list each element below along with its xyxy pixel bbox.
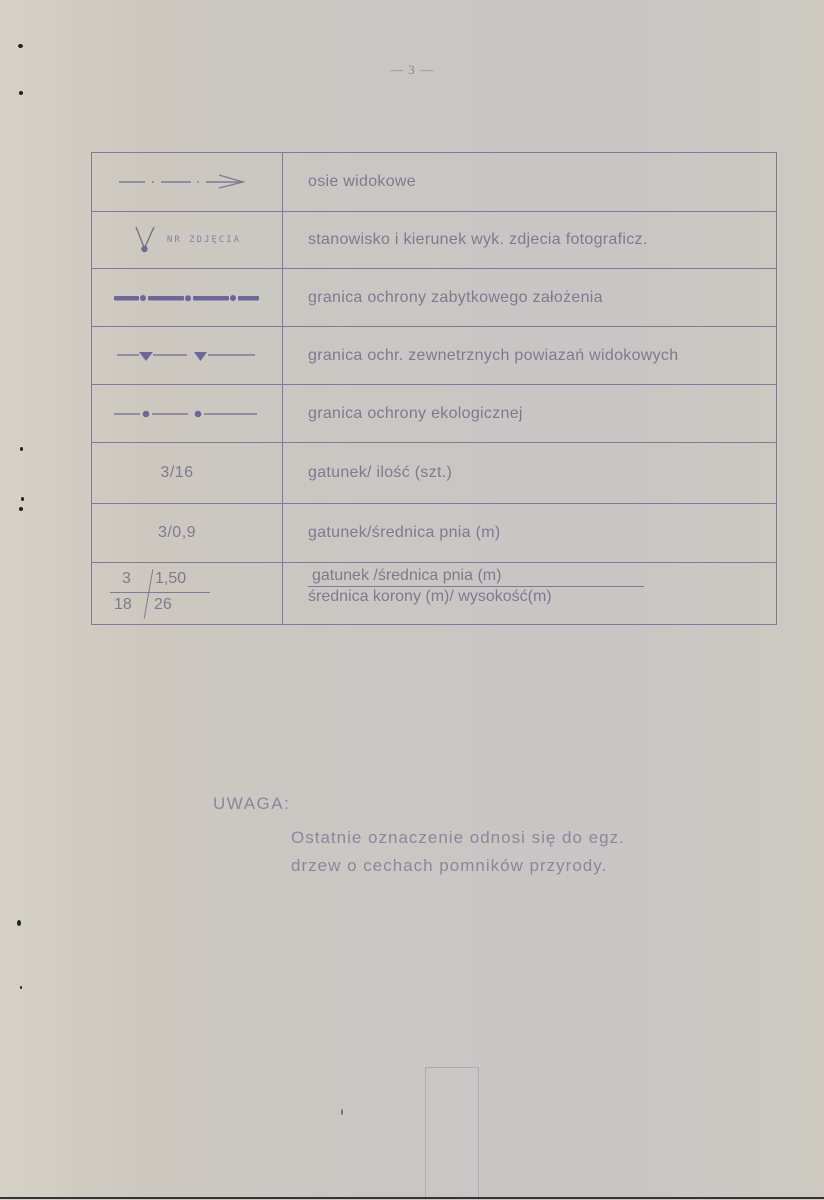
view-axis-arrow-icon	[117, 174, 257, 190]
legend-symbol-cell	[92, 563, 283, 624]
scan-speck	[19, 91, 23, 95]
scan-speck	[21, 497, 24, 501]
note-heading: UWAGA:	[213, 794, 291, 813]
legend-row	[92, 212, 776, 269]
note-line-2: drzew o cechach pomników przyrody.	[291, 856, 608, 875]
legend-row	[92, 153, 776, 212]
legend-fraction-description	[308, 567, 644, 606]
scan-speck	[17, 920, 21, 926]
scan-speck	[20, 986, 22, 989]
legend-row	[92, 563, 776, 624]
legend-description: granica ochrony ekologicznej	[308, 404, 523, 422]
species-trunk-code: 3/0,9	[157, 524, 197, 541]
legend-symbol-cell	[92, 504, 283, 562]
legend-row	[92, 269, 776, 327]
ecological-boundary-icon	[112, 408, 262, 420]
legend-symbol-cell	[92, 443, 283, 503]
legend-description-top: gatunek /średnica pnia (m)	[312, 567, 502, 584]
photo-station-icon	[133, 225, 157, 255]
legend-description: granica ochrony zabytkowego założenia	[308, 288, 603, 306]
legend-description: gatunek/ ilość (szt.)	[308, 464, 453, 481]
scan-speck	[18, 44, 23, 48]
species-count-code: 3/16	[160, 464, 194, 481]
page-number: — 3 —	[390, 62, 434, 77]
fraction-slash	[144, 569, 154, 618]
legend-description: gatunek/średnica pnia (m)	[308, 524, 501, 541]
legend-description: stanowisko i kierunek wyk. zdjecia fotograficz.	[308, 231, 648, 248]
scan-speck	[19, 507, 23, 511]
legend-row	[92, 443, 776, 504]
legend-symbol-cell	[92, 269, 283, 326]
legend-symbol-cell	[92, 327, 283, 384]
monument-tree-fraction	[92, 565, 202, 623]
description-divider	[308, 586, 644, 587]
legend-row	[92, 327, 776, 385]
fraction-bottom-right: 26	[154, 595, 172, 613]
faint-overlay-mark	[425, 1067, 479, 1200]
scan-speck	[341, 1109, 343, 1115]
legend-row	[92, 385, 776, 443]
legend-symbol-cell	[92, 153, 283, 211]
fraction-top-left: 3	[122, 569, 131, 587]
fraction-bottom-left: 18	[114, 595, 132, 613]
legend-description: osie widokowe	[308, 173, 416, 190]
legend-symbol-cell	[92, 212, 283, 268]
legend-row	[92, 504, 776, 563]
legend-symbol-cell	[92, 385, 283, 442]
scan-speck	[20, 447, 23, 451]
note-line-1: Ostatnie oznaczenie odnosi się do egz.	[291, 828, 625, 847]
note-text	[291, 824, 625, 880]
legend-description: granica ochr. zewnetrznych powiazań widokowych	[308, 346, 679, 364]
heritage-boundary-line-icon	[112, 292, 262, 304]
view-relations-boundary-icon	[115, 349, 260, 363]
legend-description-bottom: średnica korony (m)/ wysokość(m)	[308, 588, 552, 605]
legend-table	[91, 152, 777, 625]
photo-number-label: NR ZDJĘCIA	[166, 235, 242, 245]
fraction-line	[110, 592, 210, 593]
fraction-top-right: 1,50	[155, 569, 187, 587]
